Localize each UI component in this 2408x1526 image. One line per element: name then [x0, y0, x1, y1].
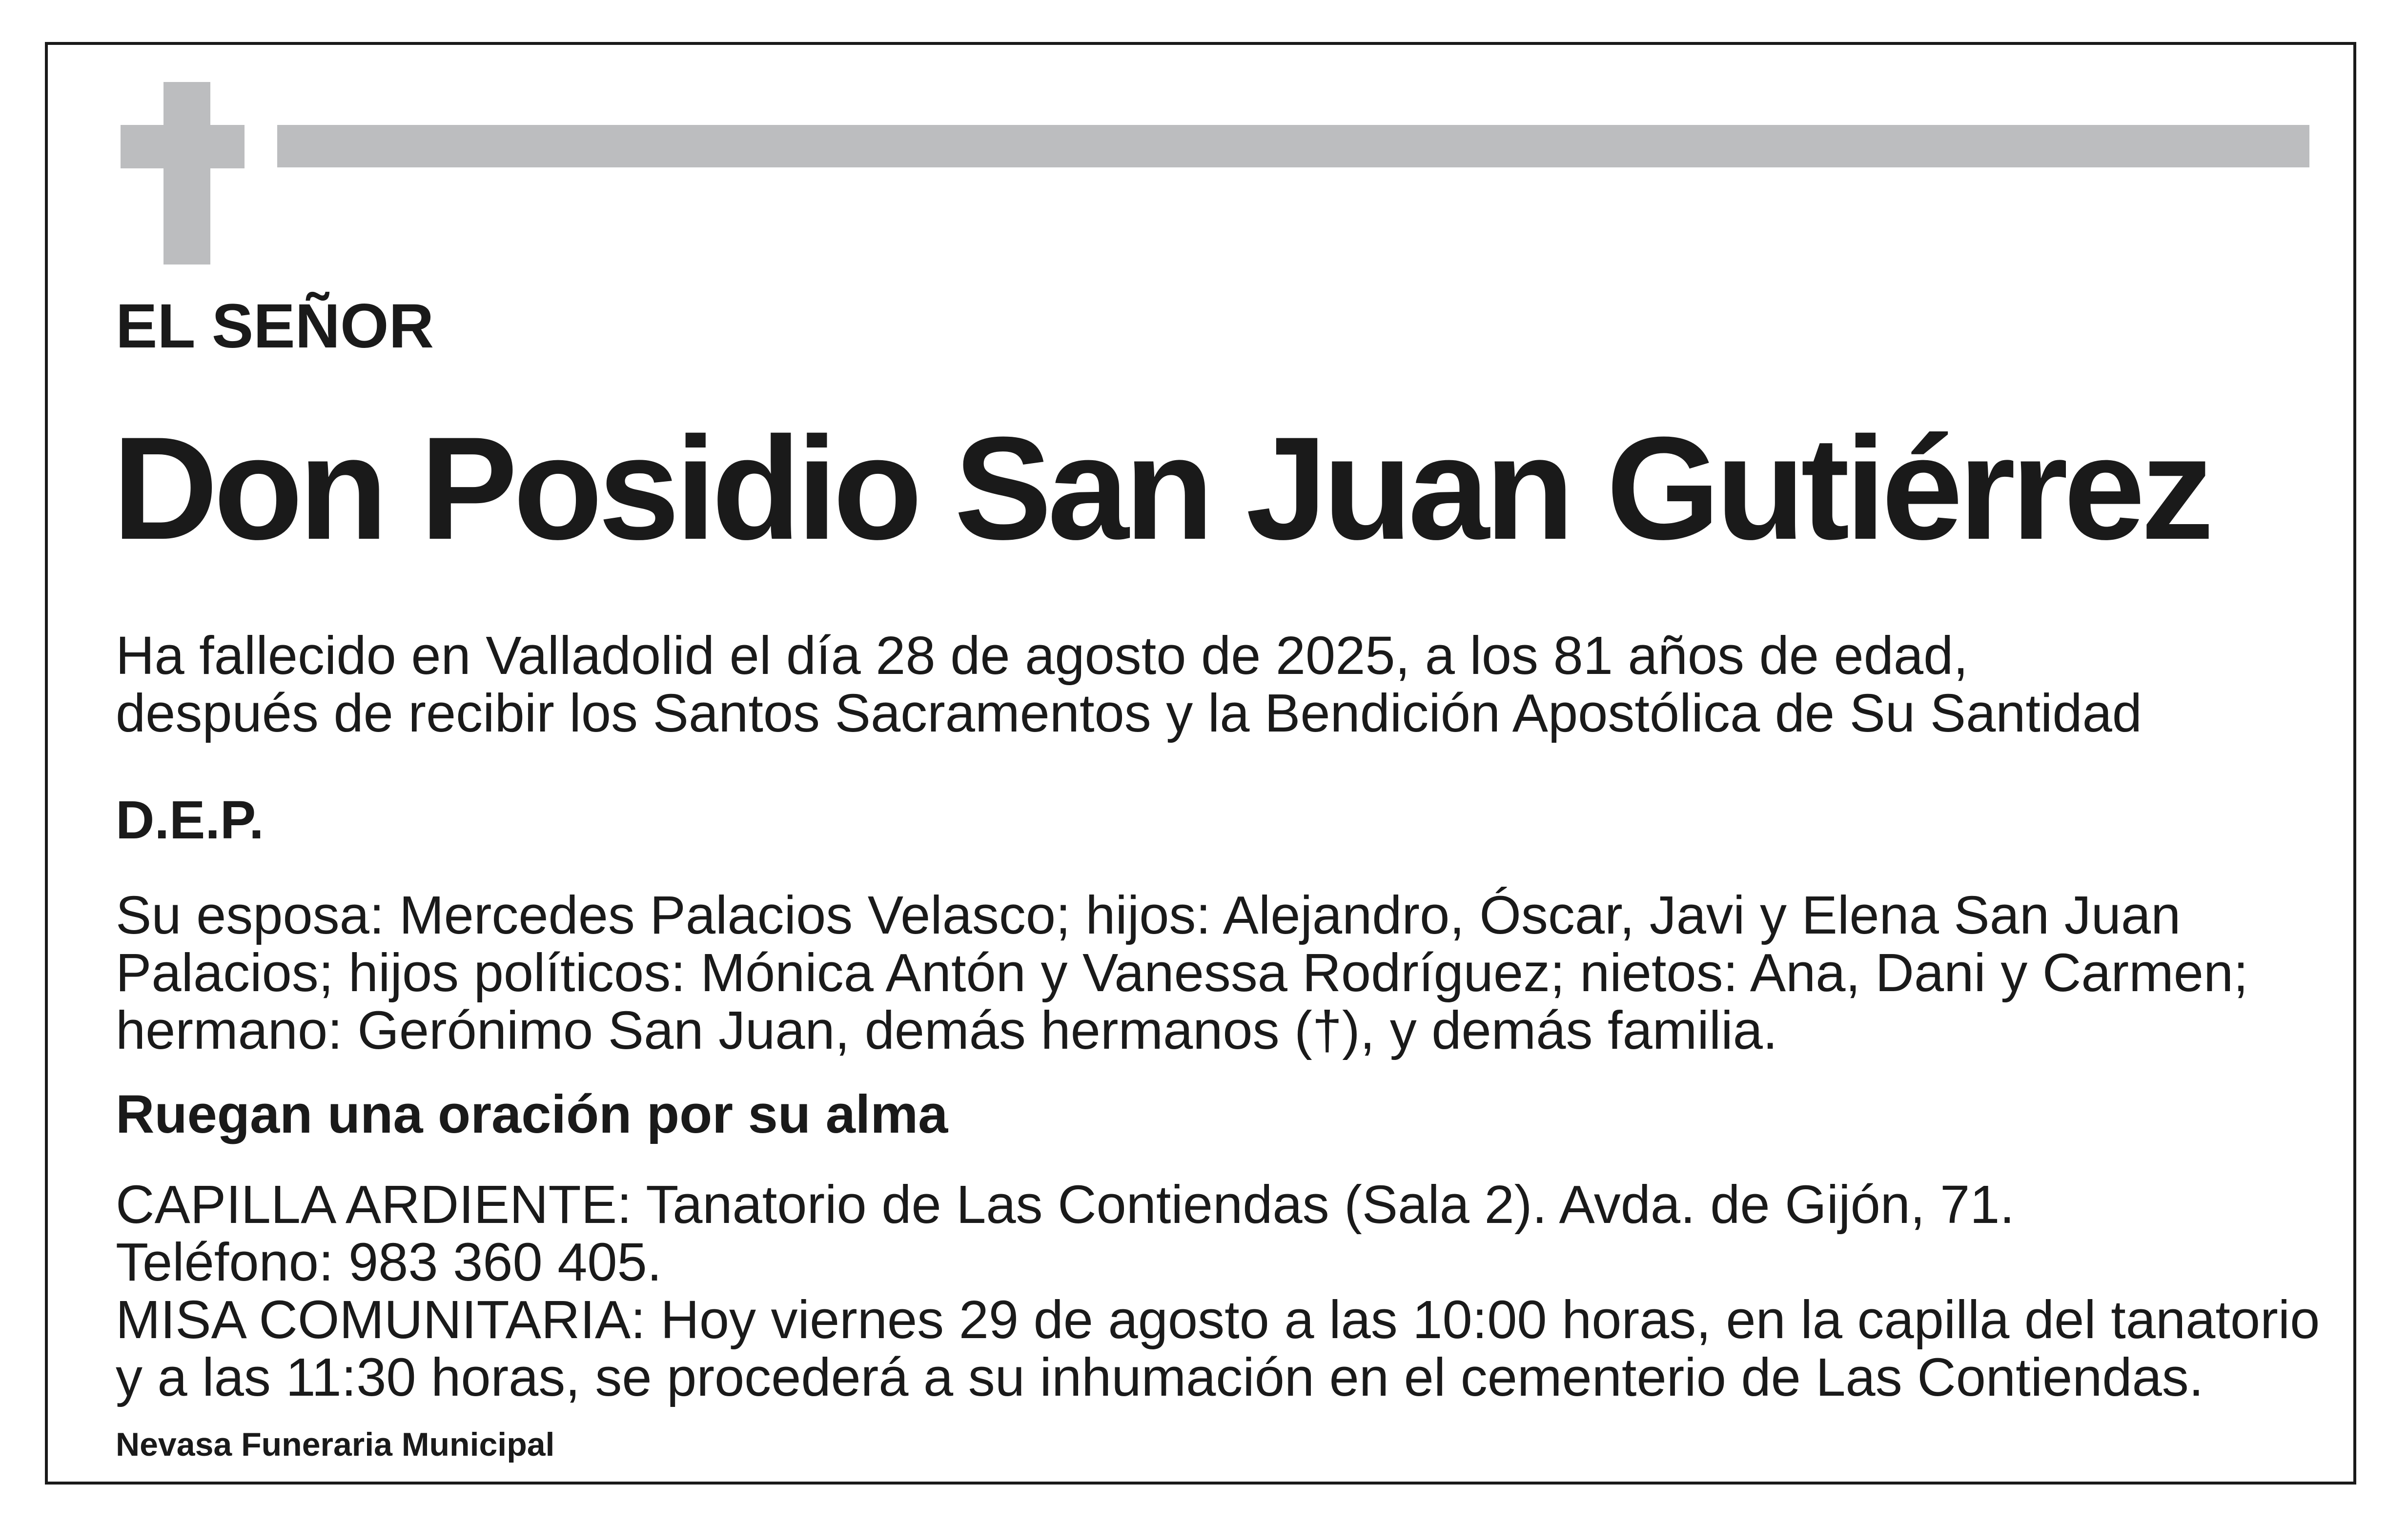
death-announcement-line: Ha fallecido en Valladolid el día 28 de agosto de 2025, a los 81 años de edad,: [116, 626, 1968, 686]
deceased-name: Don Posidio San Juan Gutiérrez: [112, 406, 2210, 570]
rip-heading: D.E.P.: [116, 790, 264, 850]
cross-icon: [163, 82, 210, 265]
family-line: Su esposa: Mercedes Palacios Velasco; hijos: Alejandro, Óscar, Javi y Elena San Juan: [116, 885, 2181, 945]
funeral-details: [116, 1176, 2320, 1406]
funeral-detail-line: Teléfono: 983 360 405.: [116, 1232, 662, 1292]
death-announcement: [116, 627, 2142, 742]
funeral-detail-line: y a las 11:30 horas, se procederá a su inhumación en el cementerio de Las Contiendas.: [116, 1347, 2204, 1407]
family-list: [116, 887, 2248, 1059]
funeral-detail-line: MISA COMUNITARIA: Hoy viernes 29 de agosto a las 10:00 horas, en la capilla del tanatorio: [116, 1290, 2320, 1350]
funeral-detail-line: CAPILLA ARDIENTE: Tanatorio de Las Contiendas (Sala 2). Avda. de Gijón, 71.: [116, 1175, 2015, 1235]
cross-icon-arm: [121, 125, 245, 168]
death-announcement-line: después de recibir los Santos Sacramentos y la Bendición Apostólica de Su Santidad: [116, 683, 2142, 743]
family-line: Palacios; hijos políticos: Mónica Antón y Vanessa Rodríguez; nietos: Ana, Dani y Carmen;: [116, 943, 2248, 1003]
prayer-request: Ruegan una oración por su alma: [116, 1084, 948, 1144]
funeral-home-credit: Nevasa Funeraria Municipal: [116, 1426, 555, 1463]
family-line: hermano: Gerónimo San Juan, demás hermanos (†), y demás familia.: [116, 1000, 1778, 1060]
honorific-title: EL SEÑOR: [116, 291, 434, 361]
header-divider-bar: [277, 125, 2309, 167]
